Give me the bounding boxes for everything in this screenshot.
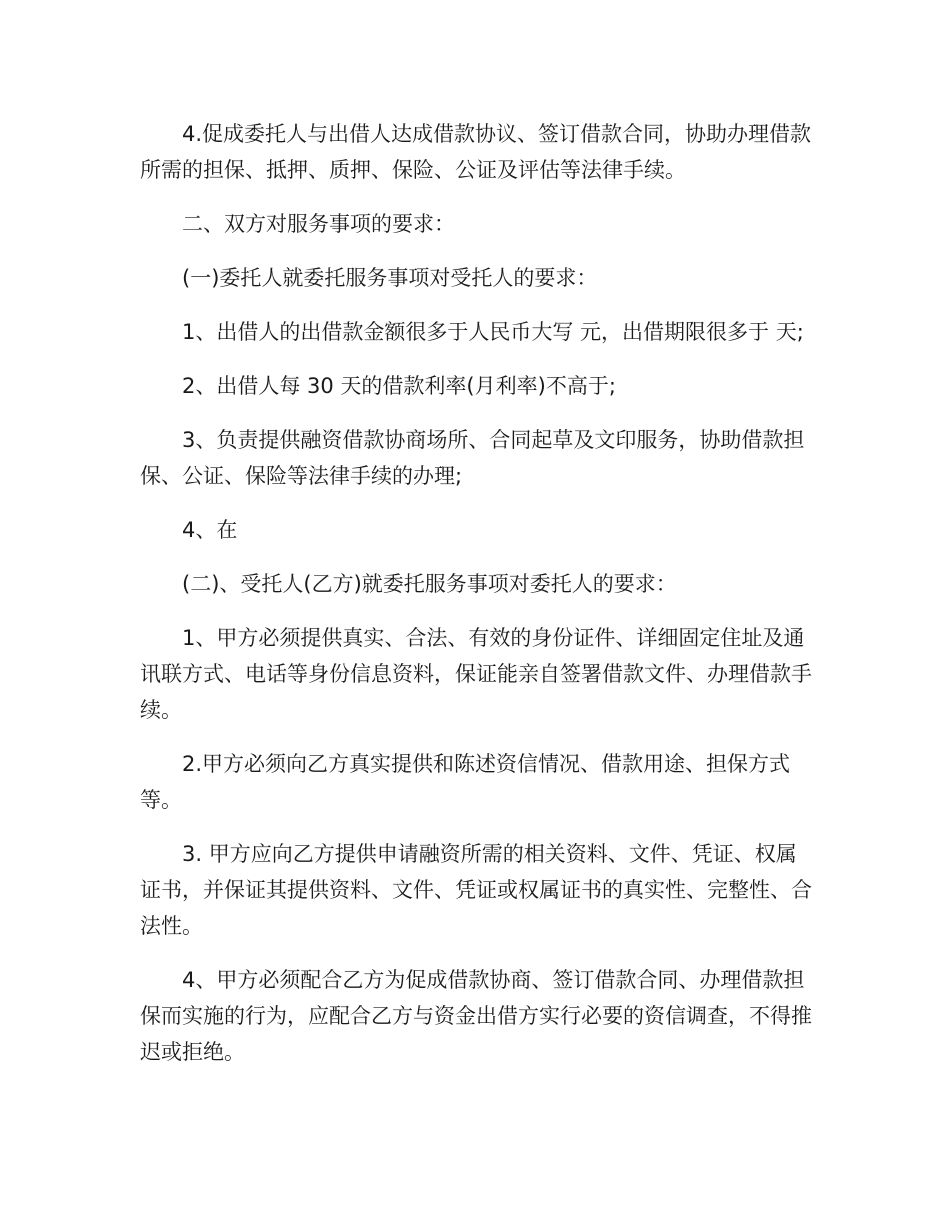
paragraph: 4.促成委托人与出借人达成借款协议、签订借款合同，协助办理借款所需的担保、抵押、质押、保险、公证及评估等法律手续。 bbox=[140, 122, 812, 182]
paragraph: 3、负责提供融资借款协商场所、合同起草及文印服务，协助借款担保、公证、保险等法律手续的办理; bbox=[140, 428, 805, 488]
paragraph: 4、在 bbox=[182, 518, 238, 542]
paragraph: 2、出借人每 30 天的借款利率(月利率)不高于; bbox=[182, 374, 616, 398]
paragraph: 2.甲方必须向乙方真实提供和陈述资信情况、借款用途、担保方式等。 bbox=[140, 752, 791, 812]
paragraph: 1、出借人的出借款金额很多于人民币大写 元，出借期限很多于 天; bbox=[182, 320, 804, 344]
paragraph: 4、甲方必须配合乙方为促成借款协商、签订借款合同、办理借款担保而实施的行为，应配合乙方与资金出借方实行必要的资信调查，不得推迟或拒绝。 bbox=[140, 968, 812, 1064]
paragraph: 3. 甲方应向乙方提供申请融资所需的相关资料、文件、凭证、权属证书，并保证其提供资料、文件、凭证或权属证书的真实性、完整性、合法性。 bbox=[140, 842, 812, 938]
section-heading: 二、双方对服务事项的要求： bbox=[182, 212, 455, 236]
subsection-heading: (一)委托人就委托服务事项对受托人的要求： bbox=[182, 266, 598, 290]
paragraph: 1、甲方必须提供真实、合法、有效的身份证件、详细固定住址及通讯联方式、电话等身份信息资料，保证能亲自签署借款文件、办理借款手续。 bbox=[140, 626, 812, 722]
document-body bbox=[140, 116, 812, 1070]
subsection-heading: (二)、受托人(乙方)就委托服务事项对委托人的要求： bbox=[182, 572, 677, 596]
